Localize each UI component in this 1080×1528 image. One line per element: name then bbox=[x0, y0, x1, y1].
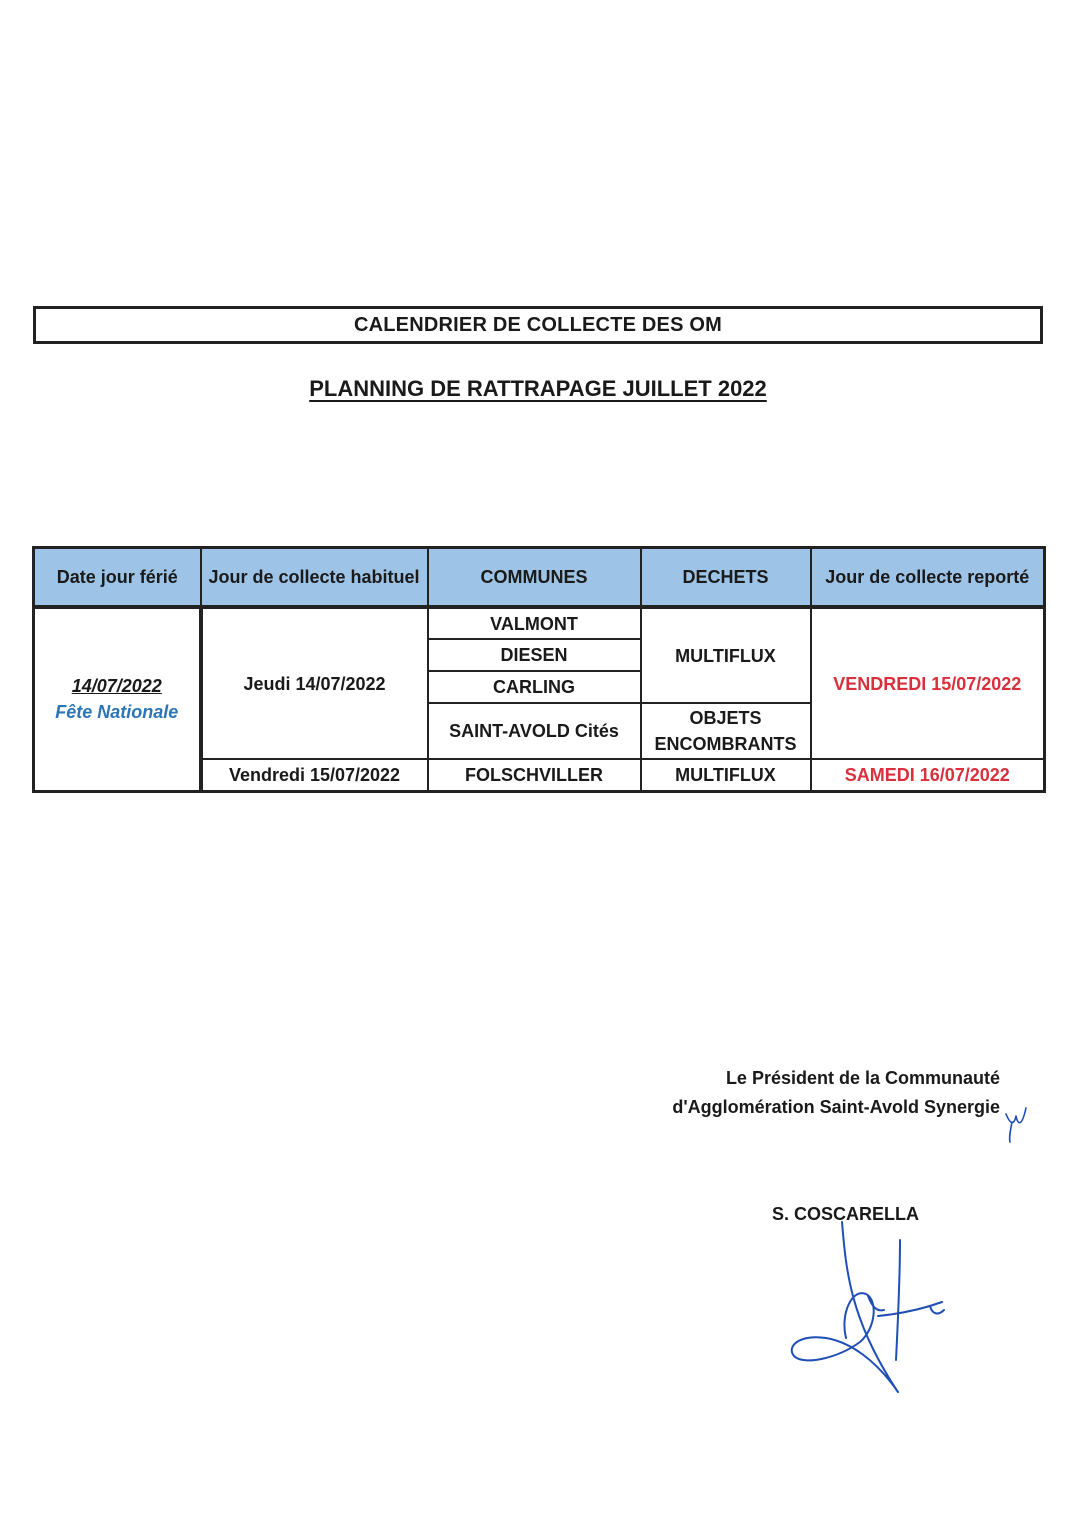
commune-cell: DIESEN bbox=[428, 639, 641, 671]
col-header-new-day: Jour de collecte reporté bbox=[811, 548, 1045, 608]
document-title: CALENDRIER DE COLLECTE DES OM bbox=[353, 313, 723, 336]
waste-cell: OBJETS ENCOMBRANTS bbox=[641, 703, 811, 759]
signatory-name: S. COSCARELLA bbox=[772, 1204, 920, 1224]
commune-cell: VALMONT bbox=[428, 607, 641, 639]
col-header-holiday-date: Date jour férié bbox=[34, 548, 201, 608]
col-header-usual-day: Jour de collecte habituel bbox=[201, 548, 428, 608]
table-header-row bbox=[34, 548, 1045, 608]
commune-cell: FOLSCHVILLER bbox=[428, 759, 641, 791]
table-row bbox=[34, 607, 1045, 639]
signatory-line-1: Le Président de la Communauté bbox=[725, 1068, 1000, 1088]
schedule-table bbox=[32, 546, 1046, 793]
waste-cell: MULTIFLUX bbox=[641, 759, 811, 791]
holiday-date: 14/07/2022 bbox=[71, 676, 162, 697]
commune-cell: CARLING bbox=[428, 671, 641, 703]
document-subtitle: PLANNING DE RATTRAPAGE JUILLET 2022 bbox=[309, 376, 767, 401]
usual-day-cell: Vendredi 15/07/2022 bbox=[201, 759, 428, 791]
usual-day-cell: Jeudi 14/07/2022 bbox=[201, 607, 428, 759]
signatory-title bbox=[640, 1064, 1000, 1122]
signature-icon bbox=[780, 1210, 960, 1400]
new-day-cell: SAMEDI 16/07/2022 bbox=[811, 759, 1045, 791]
col-header-communes: COMMUNES bbox=[428, 548, 641, 608]
col-header-waste: DECHETS bbox=[641, 548, 811, 608]
waste-cell: MULTIFLUX bbox=[641, 607, 811, 703]
signatory-line-2: d'Agglomération Saint-Avold Synergie bbox=[672, 1097, 1000, 1117]
holiday-name: Fête Nationale bbox=[55, 702, 179, 723]
commune-cell: SAINT-AVOLD Cités bbox=[428, 703, 641, 759]
holiday-cell bbox=[34, 607, 201, 791]
document-title-box bbox=[33, 306, 1043, 344]
new-day-cell: VENDREDI 15/07/2022 bbox=[811, 607, 1045, 759]
handwritten-initials-icon bbox=[1000, 1096, 1042, 1146]
